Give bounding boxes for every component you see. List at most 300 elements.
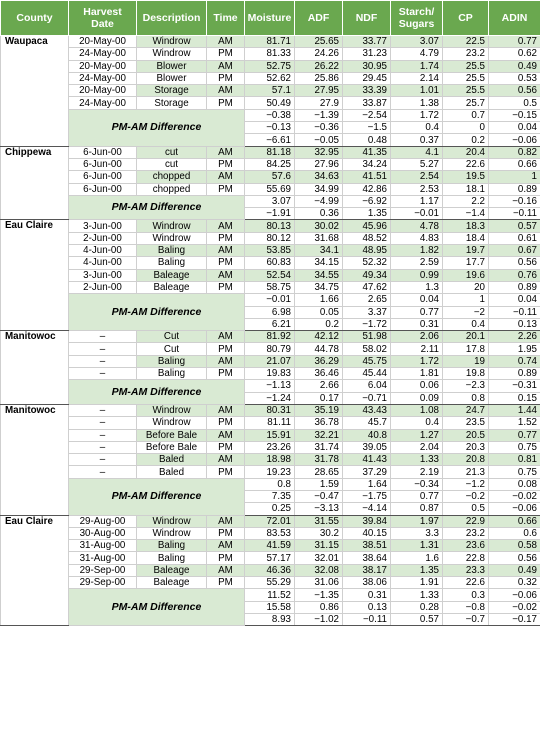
starch-sugars-cell: 1.08	[391, 404, 443, 416]
cp-difference-cell: 0.8	[443, 392, 489, 404]
adin-difference-cell: −0.06	[489, 589, 540, 601]
harvest-date-cell: 6-Jun-00	[69, 158, 137, 170]
table-row	[1, 577, 540, 589]
ndf-difference-cell: 0.13	[343, 601, 391, 613]
adin-cell: 0.32	[489, 577, 540, 589]
table-row	[1, 257, 540, 269]
starch-sugars-cell: 2.19	[391, 466, 443, 478]
description-cell: Blower	[137, 60, 207, 72]
table-row	[1, 171, 540, 183]
adin-cell: 0.74	[489, 355, 540, 367]
ndf-cell: 47.62	[343, 281, 391, 293]
table-row	[1, 60, 540, 72]
description-cell: Baling	[137, 257, 207, 269]
starch-sugars-difference-cell: 0.4	[391, 122, 443, 134]
table-row	[1, 441, 540, 453]
cp-cell: 19	[443, 355, 489, 367]
adf-cell: 35.19	[295, 404, 343, 416]
adin-difference-cell: −0.31	[489, 380, 540, 392]
harvest-date-cell: –	[69, 368, 137, 380]
starch-sugars-difference-cell: 0.06	[391, 380, 443, 392]
adf-difference-cell: −1.39	[295, 109, 343, 121]
ndf-difference-cell: −6.92	[343, 195, 391, 207]
description-cell: chopped	[137, 171, 207, 183]
table-row	[1, 404, 540, 416]
adin-cell: 0.82	[489, 146, 540, 158]
harvest-date-cell: 2-Jun-00	[69, 232, 137, 244]
difference-row	[1, 109, 540, 121]
table-row	[1, 527, 540, 539]
starch-sugars-cell: 1.31	[391, 540, 443, 552]
moisture-difference-cell: 3.07	[245, 195, 295, 207]
adin-difference-cell: −0.06	[489, 503, 540, 515]
adf-difference-cell: −1.02	[295, 613, 343, 625]
time-cell: AM	[207, 36, 245, 48]
adin-cell: 0.75	[489, 441, 540, 453]
starch-sugars-cell: 1.91	[391, 577, 443, 589]
adin-cell: 0.89	[489, 183, 540, 195]
moisture-cell: 83.53	[245, 527, 295, 539]
adf-cell: 42.12	[295, 331, 343, 343]
starch-sugars-cell: 1.74	[391, 60, 443, 72]
cp-cell: 25.5	[443, 85, 489, 97]
starch-sugars-cell: 1.6	[391, 552, 443, 564]
cp-cell: 19.7	[443, 245, 489, 257]
adin-cell: 0.77	[489, 429, 540, 441]
starch-sugars-difference-cell: 1.33	[391, 589, 443, 601]
table-row	[1, 48, 540, 60]
description-cell: Windrow	[137, 36, 207, 48]
cp-difference-cell: 2.2	[443, 195, 489, 207]
adf-cell: 34.99	[295, 183, 343, 195]
cp-difference-cell: 0.7	[443, 109, 489, 121]
time-cell: PM	[207, 232, 245, 244]
description-cell: Baleage	[137, 577, 207, 589]
time-cell: AM	[207, 454, 245, 466]
harvest-date-cell: 20-May-00	[69, 60, 137, 72]
starch-sugars-difference-cell: 0.31	[391, 318, 443, 330]
adf-difference-cell: 0.05	[295, 306, 343, 318]
ndf-cell: 38.64	[343, 552, 391, 564]
moisture-cell: 19.23	[245, 466, 295, 478]
adin-difference-cell: −0.17	[489, 613, 540, 625]
moisture-cell: 72.01	[245, 515, 295, 527]
table-row	[1, 454, 540, 466]
moisture-difference-cell: 0.8	[245, 478, 295, 490]
starch-sugars-cell: 1.72	[391, 355, 443, 367]
ndf-difference-cell: −1.5	[343, 122, 391, 134]
cp-cell: 25.5	[443, 72, 489, 84]
time-cell: AM	[207, 515, 245, 527]
ndf-difference-cell: 1.35	[343, 208, 391, 220]
ndf-difference-cell: −0.71	[343, 392, 391, 404]
ndf-cell: 38.17	[343, 564, 391, 576]
adf-cell: 34.55	[295, 269, 343, 281]
county-cell: Waupaca	[1, 36, 69, 147]
moisture-cell: 81.71	[245, 36, 295, 48]
starch-sugars-cell: 5.27	[391, 158, 443, 170]
adf-difference-cell: −4.99	[295, 195, 343, 207]
time-cell: AM	[207, 564, 245, 576]
ndf-cell: 45.96	[343, 220, 391, 232]
ndf-cell: 41.43	[343, 454, 391, 466]
adf-cell: 36.46	[295, 368, 343, 380]
ndf-cell: 42.86	[343, 183, 391, 195]
cp-difference-cell: −1.4	[443, 208, 489, 220]
moisture-cell: 84.25	[245, 158, 295, 170]
adf-difference-cell: −0.47	[295, 490, 343, 502]
adin-cell: 0.62	[489, 48, 540, 60]
moisture-cell: 81.11	[245, 417, 295, 429]
cp-difference-cell: 0.4	[443, 318, 489, 330]
starch-sugars-difference-cell: 1.17	[391, 195, 443, 207]
cp-cell: 25.5	[443, 60, 489, 72]
starch-sugars-cell: 1.27	[391, 429, 443, 441]
harvest-date-cell: 20-May-00	[69, 36, 137, 48]
cp-cell: 17.7	[443, 257, 489, 269]
moisture-cell: 80.31	[245, 404, 295, 416]
ndf-cell: 43.43	[343, 404, 391, 416]
ndf-cell: 29.45	[343, 72, 391, 84]
description-cell: Storage	[137, 97, 207, 109]
ndf-cell: 41.35	[343, 146, 391, 158]
starch-sugars-difference-cell: 0.28	[391, 601, 443, 613]
pm-am-difference-label: PM-AM Difference	[69, 589, 245, 626]
cp-difference-cell: −0.2	[443, 490, 489, 502]
description-cell: cut	[137, 158, 207, 170]
harvest-date-cell: 31-Aug-00	[69, 540, 137, 552]
ndf-cell: 52.32	[343, 257, 391, 269]
table-row	[1, 232, 540, 244]
adf-difference-cell: 1.66	[295, 294, 343, 306]
moisture-cell: 18.98	[245, 454, 295, 466]
starch-sugars-cell: 2.06	[391, 331, 443, 343]
header-ndf: NDF	[343, 1, 391, 36]
adf-cell: 34.1	[295, 245, 343, 257]
harvest-date-cell: 6-Jun-00	[69, 171, 137, 183]
starch-sugars-difference-cell: 0.37	[391, 134, 443, 146]
time-cell: AM	[207, 60, 245, 72]
harvest-date-cell: 29-Sep-00	[69, 564, 137, 576]
adin-difference-cell: −0.06	[489, 134, 540, 146]
table-row	[1, 515, 540, 527]
pm-am-difference-label: PM-AM Difference	[69, 195, 245, 220]
difference-row	[1, 195, 540, 207]
starch-sugars-cell: 2.11	[391, 343, 443, 355]
table-row	[1, 466, 540, 478]
starch-sugars-difference-cell: −0.34	[391, 478, 443, 490]
adin-cell: 0.56	[489, 85, 540, 97]
adin-cell: 1.95	[489, 343, 540, 355]
description-cell: Windrow	[137, 48, 207, 60]
table-row	[1, 552, 540, 564]
adf-cell: 31.06	[295, 577, 343, 589]
starch-sugars-cell: 1.81	[391, 368, 443, 380]
adf-cell: 34.63	[295, 171, 343, 183]
starch-sugars-difference-cell: 0.87	[391, 503, 443, 515]
adin-difference-cell: 0.15	[489, 392, 540, 404]
harvest-date-cell: 29-Aug-00	[69, 515, 137, 527]
starch-sugars-difference-cell: 0.77	[391, 306, 443, 318]
adf-cell: 31.74	[295, 441, 343, 453]
starch-sugars-difference-cell: 0.09	[391, 392, 443, 404]
time-cell: PM	[207, 466, 245, 478]
county-cell: Eau Claire	[1, 515, 69, 626]
time-cell: AM	[207, 146, 245, 158]
time-cell: PM	[207, 97, 245, 109]
table-row	[1, 36, 540, 48]
adin-difference-cell: 0.04	[489, 294, 540, 306]
description-cell: chopped	[137, 183, 207, 195]
adin-difference-cell: −0.15	[489, 109, 540, 121]
description-cell: Storage	[137, 85, 207, 97]
moisture-cell: 55.69	[245, 183, 295, 195]
table-row	[1, 245, 540, 257]
starch-sugars-cell: 1.01	[391, 85, 443, 97]
ndf-cell: 33.77	[343, 36, 391, 48]
time-cell: PM	[207, 441, 245, 453]
adin-cell: 0.76	[489, 269, 540, 281]
pm-am-difference-label: PM-AM Difference	[69, 294, 245, 331]
adin-cell: 0.58	[489, 540, 540, 552]
cp-difference-cell: 0	[443, 122, 489, 134]
adf-difference-cell: −3.13	[295, 503, 343, 515]
moisture-difference-cell: −0.01	[245, 294, 295, 306]
moisture-cell: 57.17	[245, 552, 295, 564]
harvest-date-cell: 20-May-00	[69, 85, 137, 97]
table-body	[1, 36, 540, 626]
county-cell: Chippewa	[1, 146, 69, 220]
cp-difference-cell: −2	[443, 306, 489, 318]
moisture-cell: 81.92	[245, 331, 295, 343]
adf-difference-cell: 2.66	[295, 380, 343, 392]
description-cell: Windrow	[137, 220, 207, 232]
time-cell: AM	[207, 269, 245, 281]
header-cp: CP	[443, 1, 489, 36]
header-county: County	[1, 1, 69, 36]
ndf-cell: 31.23	[343, 48, 391, 60]
harvest-date-cell: 3-Jun-00	[69, 269, 137, 281]
description-cell: Windrow	[137, 417, 207, 429]
cp-difference-cell: −0.8	[443, 601, 489, 613]
harvest-date-cell: 4-Jun-00	[69, 257, 137, 269]
cp-difference-cell: 1	[443, 294, 489, 306]
description-cell: Windrow	[137, 515, 207, 527]
table-row	[1, 146, 540, 158]
adin-cell: 1.52	[489, 417, 540, 429]
pm-am-difference-label: PM-AM Difference	[69, 478, 245, 515]
harvest-date-cell: 29-Sep-00	[69, 577, 137, 589]
cp-cell: 19.8	[443, 368, 489, 380]
difference-row	[1, 589, 540, 601]
moisture-cell: 53.85	[245, 245, 295, 257]
moisture-difference-cell: 15.58	[245, 601, 295, 613]
cp-cell: 23.5	[443, 417, 489, 429]
time-cell: PM	[207, 343, 245, 355]
adf-cell: 25.86	[295, 72, 343, 84]
cp-cell: 22.9	[443, 515, 489, 527]
harvest-date-cell: –	[69, 343, 137, 355]
description-cell: cut	[137, 146, 207, 158]
cp-cell: 20.3	[443, 441, 489, 453]
harvest-date-cell: 24-May-00	[69, 97, 137, 109]
cp-cell: 18.4	[443, 232, 489, 244]
cp-difference-cell: 0.5	[443, 503, 489, 515]
time-cell: PM	[207, 281, 245, 293]
ndf-cell: 39.84	[343, 515, 391, 527]
description-cell: Baled	[137, 454, 207, 466]
adf-cell: 36.29	[295, 355, 343, 367]
adin-difference-cell: −0.02	[489, 490, 540, 502]
adin-difference-cell: 0.13	[489, 318, 540, 330]
moisture-cell: 60.83	[245, 257, 295, 269]
moisture-cell: 80.13	[245, 220, 295, 232]
adin-cell: 2.26	[489, 331, 540, 343]
cp-cell: 20.5	[443, 429, 489, 441]
adf-cell: 32.21	[295, 429, 343, 441]
description-cell: Windrow	[137, 527, 207, 539]
description-cell: Windrow	[137, 404, 207, 416]
starch-sugars-cell: 0.99	[391, 269, 443, 281]
moisture-difference-cell: −1.24	[245, 392, 295, 404]
adf-cell: 31.78	[295, 454, 343, 466]
moisture-cell: 15.91	[245, 429, 295, 441]
cp-cell: 21.3	[443, 466, 489, 478]
starch-sugars-cell: 2.04	[391, 441, 443, 453]
harvest-date-cell: –	[69, 355, 137, 367]
time-cell: PM	[207, 72, 245, 84]
description-cell: Baleage	[137, 564, 207, 576]
starch-sugars-difference-cell: 0.57	[391, 613, 443, 625]
adf-difference-cell: 0.86	[295, 601, 343, 613]
adf-cell: 34.75	[295, 281, 343, 293]
adin-cell: 0.5	[489, 97, 540, 109]
moisture-cell: 58.75	[245, 281, 295, 293]
time-cell: PM	[207, 183, 245, 195]
cp-difference-cell: −0.7	[443, 613, 489, 625]
moisture-cell: 41.59	[245, 540, 295, 552]
harvest-date-cell: 4-Jun-00	[69, 245, 137, 257]
moisture-cell: 81.18	[245, 146, 295, 158]
time-cell: PM	[207, 158, 245, 170]
adin-cell: 0.66	[489, 515, 540, 527]
adf-cell: 36.78	[295, 417, 343, 429]
moisture-cell: 80.79	[245, 343, 295, 355]
ndf-difference-cell: 1.64	[343, 478, 391, 490]
cp-cell: 23.6	[443, 540, 489, 552]
ndf-cell: 49.34	[343, 269, 391, 281]
adf-cell: 26.22	[295, 60, 343, 72]
table-row	[1, 343, 540, 355]
adf-cell: 27.96	[295, 158, 343, 170]
adf-cell: 30.02	[295, 220, 343, 232]
harvest-date-cell: 30-Aug-00	[69, 527, 137, 539]
adin-cell: 0.81	[489, 454, 540, 466]
ndf-cell: 33.39	[343, 85, 391, 97]
table-row	[1, 85, 540, 97]
adin-cell: 0.56	[489, 257, 540, 269]
harvest-date-cell: 24-May-00	[69, 72, 137, 84]
adin-cell: 0.56	[489, 552, 540, 564]
cp-cell: 19.5	[443, 171, 489, 183]
starch-sugars-cell: 0.4	[391, 417, 443, 429]
table-row	[1, 281, 540, 293]
moisture-difference-cell: 0.25	[245, 503, 295, 515]
adin-difference-cell: −0.11	[489, 208, 540, 220]
ndf-cell: 38.06	[343, 577, 391, 589]
adin-cell: 1	[489, 171, 540, 183]
header-starch-sugars: Starch/ Sugars	[391, 1, 443, 36]
adf-cell: 44.78	[295, 343, 343, 355]
time-cell: PM	[207, 417, 245, 429]
adf-cell: 31.68	[295, 232, 343, 244]
moisture-difference-cell: 6.21	[245, 318, 295, 330]
adin-difference-cell: −0.02	[489, 601, 540, 613]
ndf-cell: 48.52	[343, 232, 391, 244]
table-row	[1, 183, 540, 195]
harvest-date-cell: 31-Aug-00	[69, 552, 137, 564]
description-cell: Baled	[137, 466, 207, 478]
moisture-difference-cell: −1.91	[245, 208, 295, 220]
description-cell: Baling	[137, 368, 207, 380]
cp-cell: 20.8	[443, 454, 489, 466]
ndf-cell: 37.29	[343, 466, 391, 478]
adin-difference-cell: −0.11	[489, 306, 540, 318]
table-row	[1, 368, 540, 380]
cp-cell: 22.5	[443, 36, 489, 48]
table-row	[1, 355, 540, 367]
header-description: Description	[137, 1, 207, 36]
ndf-cell: 58.02	[343, 343, 391, 355]
ndf-difference-cell: 2.65	[343, 294, 391, 306]
starch-sugars-cell: 4.78	[391, 220, 443, 232]
time-cell: AM	[207, 171, 245, 183]
harvest-date-cell: –	[69, 466, 137, 478]
ndf-difference-cell: −1.75	[343, 490, 391, 502]
cp-cell: 22.6	[443, 577, 489, 589]
starch-sugars-cell: 2.54	[391, 171, 443, 183]
cp-difference-cell: −1.2	[443, 478, 489, 490]
ndf-cell: 41.51	[343, 171, 391, 183]
ndf-difference-cell: −2.54	[343, 109, 391, 121]
moisture-cell: 23.26	[245, 441, 295, 453]
moisture-difference-cell: −0.38	[245, 109, 295, 121]
adf-cell: 32.95	[295, 146, 343, 158]
description-cell: Windrow	[137, 232, 207, 244]
adin-cell: 0.57	[489, 220, 540, 232]
adin-cell: 1.44	[489, 404, 540, 416]
table-row	[1, 269, 540, 281]
cp-difference-cell: 0.2	[443, 134, 489, 146]
harvest-date-cell: –	[69, 417, 137, 429]
moisture-cell: 52.75	[245, 60, 295, 72]
adin-cell: 0.61	[489, 232, 540, 244]
description-cell: Baleage	[137, 281, 207, 293]
starch-sugars-difference-cell: 0.77	[391, 490, 443, 502]
difference-row	[1, 380, 540, 392]
moisture-cell: 50.49	[245, 97, 295, 109]
adin-difference-cell: −0.16	[489, 195, 540, 207]
time-cell: AM	[207, 331, 245, 343]
starch-sugars-cell: 4.79	[391, 48, 443, 60]
adf-difference-cell: −0.05	[295, 134, 343, 146]
harvest-date-cell: 6-Jun-00	[69, 183, 137, 195]
moisture-cell: 46.36	[245, 564, 295, 576]
harvest-date-cell: –	[69, 331, 137, 343]
time-cell: AM	[207, 429, 245, 441]
ndf-cell: 40.15	[343, 527, 391, 539]
starch-sugars-difference-cell: 1.72	[391, 109, 443, 121]
